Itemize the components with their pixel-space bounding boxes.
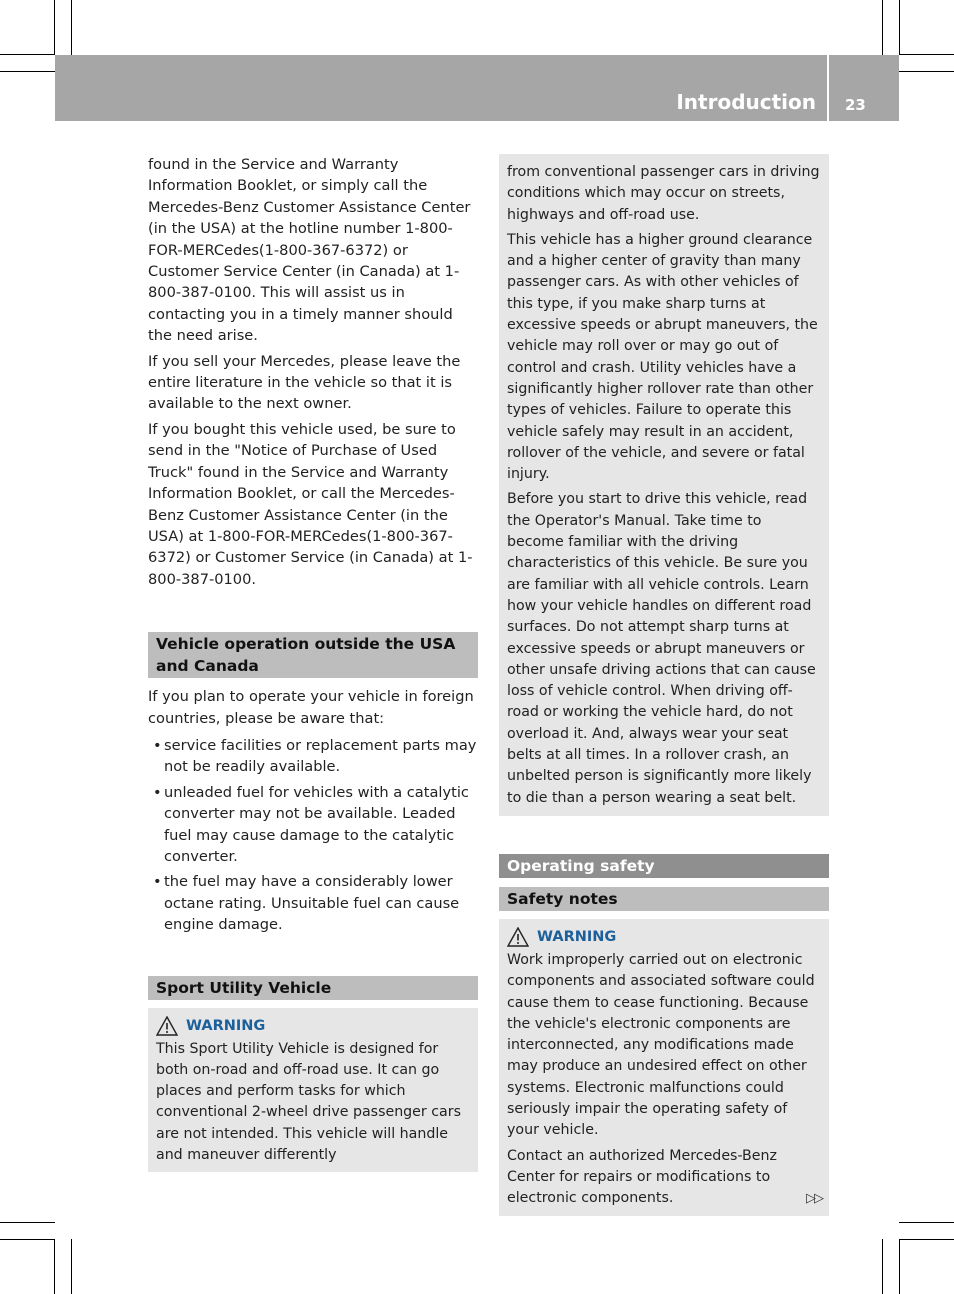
- crop-mark: [0, 1222, 55, 1223]
- header-divider: [827, 55, 829, 121]
- warning-label: WARNING: [537, 928, 617, 945]
- list-item: • the fuel may have a considerably lower octane rating. Unsuitable fuel can cause engine damage.: [148, 871, 478, 935]
- paragraph: If you plan to operate your vehicle in foreign countries, please be aware that:: [148, 688, 474, 727]
- crop-mark: [71, 1239, 72, 1294]
- crop-mark: [899, 0, 900, 55]
- crop-mark: [54, 1239, 55, 1294]
- warning-text: Before you start to drive this vehicle, read the Operator's Manual. Take time to become familiar with the driving characteristics of this vehicle. Be sure you are familiar with all vehicle controls. Learn how your vehicle handles on different road surfaces. Do not attempt sharp turns at excessive speeds or abrupt maneuvers or other unsafe driving actions that can cause loss of vehicle control. When driving off-road or working the vehicle hard, do not overload it. And, always wear your seat belts at all times. In a rollover crash, an unbelted person is significantly more likely to die than a person wearing a seat belt.: [507, 491, 816, 806]
- crop-mark: [899, 1239, 954, 1240]
- warning-text: Contact an authorized Mercedes-Benz Center for repairs or modifications to electronic components.: [507, 1147, 777, 1207]
- warning-text: This vehicle has a higher ground clearance and a higher center of gravity than many passenger cars. As with other vehicles of this type, if you make sharp turns at excessive speeds or abrupt maneuvers, the vehicle may roll over or may go out of control and crash. Utility vehicles have a significantly higher rollover rate than other types of vehicles. Failure to operate this vehicle safely may result in an accident, rollover of the vehicle, and severe or fatal injury.: [507, 231, 818, 483]
- crop-mark: [71, 0, 72, 55]
- warning-triangle-icon: [156, 1016, 178, 1036]
- section-heading-operating-safety: Operating safety: [499, 854, 829, 878]
- continue-arrows-icon: ▷▷: [806, 1191, 822, 1206]
- bullet-list: [148, 735, 478, 936]
- warning-box-continued: [499, 154, 829, 816]
- crop-mark: [54, 0, 55, 55]
- crop-mark: [899, 71, 954, 72]
- list-item: • service facilities or replacement parts may not be readily available.: [148, 735, 478, 778]
- section-title: Introduction: [676, 90, 816, 114]
- warning-box: [499, 919, 829, 1217]
- warning-triangle-icon: [507, 927, 529, 947]
- crop-mark: [899, 54, 954, 55]
- paragraph: If you sell your Mercedes, please leave the entire literature in the vehicle so that it is available to the next owner.: [148, 352, 461, 413]
- section-heading-safety-notes: Safety notes: [499, 887, 829, 911]
- warning-header: [156, 1016, 470, 1037]
- warning-text: This Sport Utility Vehicle is designed for both on-road and off-road use. It can go places and perform tasks for which conventional 2-wheel drive passenger cars are not intended. This vehicle will handle and maneuver differently: [156, 1040, 461, 1164]
- crop-mark: [0, 71, 55, 72]
- paragraph: If you bought this vehicle used, be sure to send in the "Notice of Purchase of Used Truck" found in the Service and Warranty Information Booklet, or call the Mercedes-Benz Customer Assistance Center (in the USA) at 1-800-FOR-MERCedes(1-800-367-6372) or Customer Service (in Canada) at 1-800-387-0100.: [148, 420, 473, 588]
- right-column: [499, 154, 829, 1216]
- crop-mark: [899, 1222, 954, 1223]
- paragraph: found in the Service and Warranty Information Booklet, or simply call the Mercedes-Benz Customer Assistance Center (in the USA) at the hotline number 1-800-FOR-MERCedes(1-800-367-6372) or Customer Service Center (in Canada) at 1-800-387-0100. This will assist us in contacting you in a timely manner should the need arise.: [148, 156, 471, 345]
- crop-mark: [882, 0, 883, 55]
- warning-text: from conventional passenger cars in driving conditions which may occur on streets, highways and off-road use.: [507, 164, 820, 223]
- warning-header: [507, 927, 821, 948]
- crop-mark: [0, 1239, 55, 1240]
- crop-mark: [899, 1239, 900, 1294]
- page-number: 23: [845, 96, 866, 114]
- section-heading-suv: Sport Utility Vehicle: [148, 976, 478, 1000]
- left-column: [148, 154, 478, 1172]
- warning-text: Work improperly carried out on electronic components and associated software could cause them to cease functioning. Because the vehicle's electronic components are interconnected, any modifications made may produce an undesired effect on other systems. Electronic malfunctions could seriously impair the operating safety of your vehicle.: [507, 951, 815, 1139]
- list-item: • unleaded fuel for vehicles with a catalytic converter may not be available. Leaded fuel may cause damage to the catalytic converter.: [148, 782, 478, 868]
- crop-mark: [882, 1239, 883, 1294]
- warning-label: WARNING: [186, 1017, 266, 1034]
- warning-box: [148, 1008, 478, 1173]
- crop-mark: [0, 54, 55, 55]
- section-heading-outside-usa: Vehicle operation outside the USA and Canada: [148, 632, 478, 678]
